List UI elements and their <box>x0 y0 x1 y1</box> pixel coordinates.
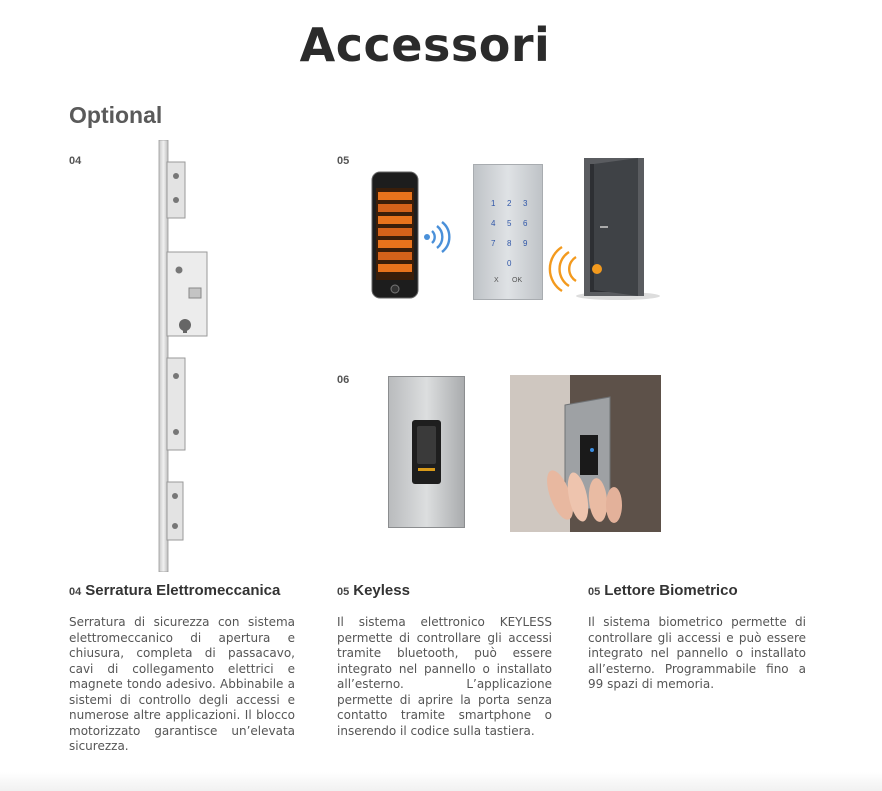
keypad-ok-key: OK <box>512 277 523 284</box>
keypad-key-2: 2 <box>507 199 512 208</box>
product-number: 05 <box>588 586 601 598</box>
electromechanical-lock-image <box>145 140 215 572</box>
page-title: Accessori <box>299 18 551 72</box>
biometric-hand-photo <box>510 375 661 532</box>
keypad-key-9: 9 <box>523 239 528 248</box>
keypad-key-7: 7 <box>491 239 496 248</box>
product-name: Keyless <box>353 582 410 599</box>
product-number: 05 <box>337 586 350 598</box>
bottom-fade <box>0 772 882 791</box>
door-image <box>548 154 668 302</box>
keypad-key-8: 8 <box>507 239 512 248</box>
product-description-lock: Serratura di sicurezza con sistema elettromeccanico di apertura e chiusura, completa di passacavo, cavi di collegamento elettrici e magnete tondo adesivo. Abbinabile a sistemi di controllo degli accessi e numerose altre applicazioni. Il blocco motorizzato garantisce un’elevata sicurezza. <box>69 615 295 753</box>
keypad-key-5: 5 <box>507 219 512 228</box>
product-number: 04 <box>69 586 82 598</box>
keypad-key-3: 3 <box>523 199 528 208</box>
product-name: Lettore Biometrico <box>604 582 738 599</box>
product-heading-biometric <box>588 582 738 599</box>
product-heading-lock <box>69 582 280 599</box>
item-marker-05: 05 <box>337 155 350 167</box>
keypad-cancel-key: X <box>494 277 499 284</box>
keypad-key-1: 1 <box>491 199 496 208</box>
item-marker-04: 04 <box>69 155 82 167</box>
keypad-key-4: 4 <box>491 219 496 228</box>
keypad-panel <box>473 164 543 300</box>
biometric-reader-image <box>388 376 465 528</box>
product-heading-keyless <box>337 582 410 599</box>
product-description-keyless: Il sistema elettronico KEYLESS permette di controllare gli accessi tramite bluetooth, può essere integrato nel pannello o installato all’esterno. L’applicazione permette di aprire la porta senza contatto tramite smartphone o inserendo il codice sulla tastiera. <box>337 615 552 738</box>
keypad-key-6: 6 <box>523 219 528 228</box>
bluetooth-signal-icon <box>422 220 452 254</box>
product-description-biometric: Il sistema biometrico permette di controllare gli accessi e può essere integrato nel pannello o installato all’esterno. Programmabile fino a 99 spazi di memoria. <box>588 615 806 691</box>
section-subtitle: Optional <box>69 102 163 128</box>
smartphone-image <box>370 170 420 300</box>
keypad-key-0: 0 <box>507 259 512 268</box>
item-marker-06: 06 <box>337 374 350 386</box>
product-name: Serratura Elettromeccanica <box>85 582 281 599</box>
